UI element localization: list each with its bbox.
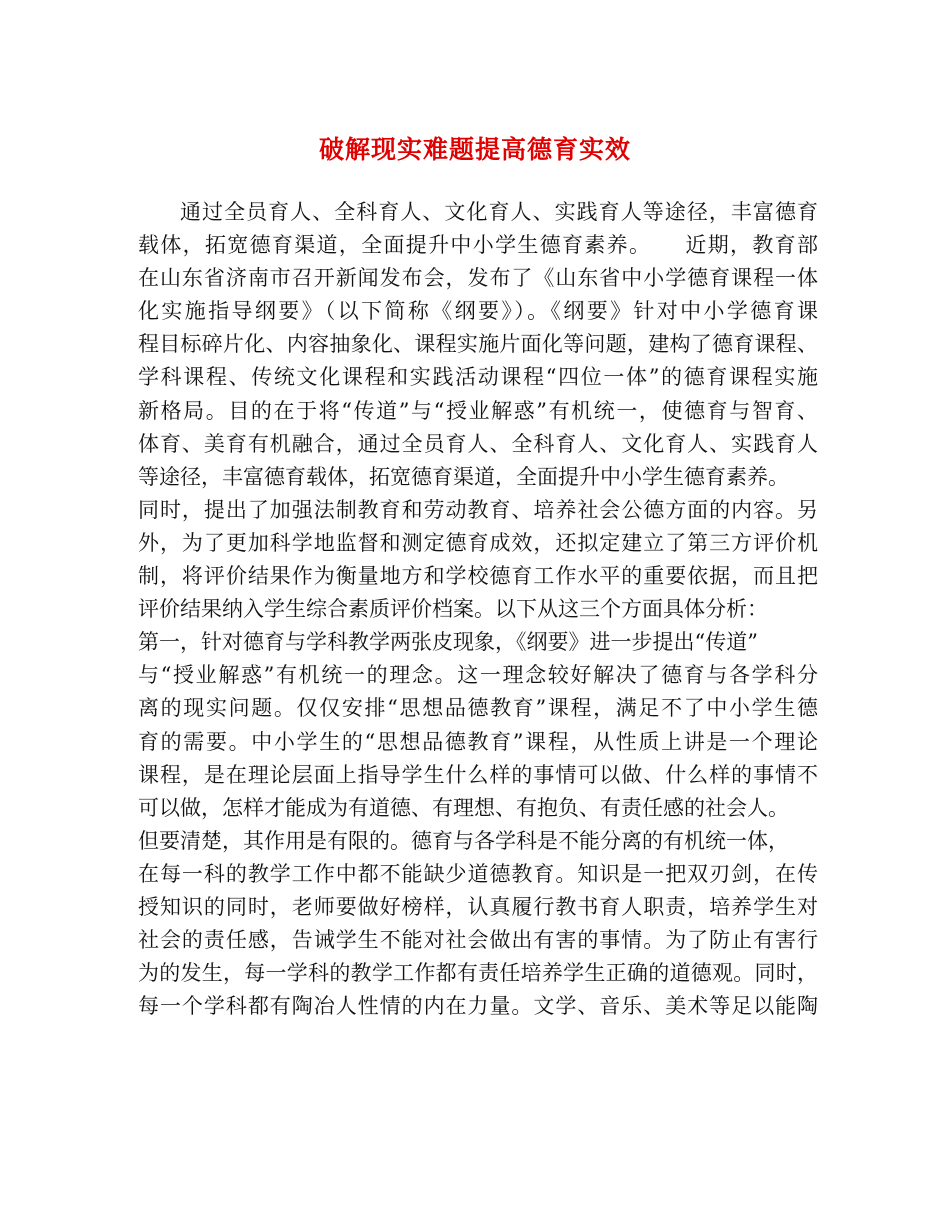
body-line: 离的现实问题。仅仅安排“思想品德教育”课程，满足不了中小学生德 xyxy=(138,696,818,721)
body-line: 在山东省济南市召开新闻发布会，发布了《山东省中小学德育课程一体 xyxy=(138,266,818,291)
body-line: 新格局。目的在于将“传道”与“授业解惑”有机统一，使德育与智育、 xyxy=(138,398,818,423)
body-line: 授知识的同时，老师要做好榜样，认真履行教书育人职责，培养学生对 xyxy=(138,894,818,919)
body-line: 社会的责任感，告诫学生不能对社会做出有害的事情。为了防止有害行 xyxy=(138,928,818,953)
body-line: 等途径，丰富德育载体，拓宽德育渠道，全面提升中小学生德育素养。 xyxy=(138,464,789,489)
body-line: 体育、美育有机融合，通过全员育人、全科育人、文化育人、实践育人 xyxy=(138,431,818,456)
body-line: 程目标碎片化、内容抽象化、课程实施片面化等问题，建构了德育课程、 xyxy=(138,332,818,357)
body-line: 化实施指导纲要》（以下简称《纲要》）。《纲要》针对中小学德育课 xyxy=(138,299,818,324)
body-line: 同时，提出了加强法制教育和劳动教育、培养社会公德方面的内容。另 xyxy=(138,497,818,522)
body-line: 育的需要。中小学生的“思想品德教育”课程，从性质上讲是一个理论 xyxy=(138,729,818,754)
body-line: 每一个学科都有陶冶人性情的内在力量。文学、音乐、美术等足以能陶 xyxy=(138,994,818,1019)
document-body xyxy=(138,196,818,1023)
body-line: 在每一科的教学工作中都不能缺少道德教育。知识是一把双刃剑，在传 xyxy=(138,861,818,886)
body-line: 通过全员育人、全科育人、文化育人、实践育人等途径，丰富德育 xyxy=(180,200,818,224)
body-line: 但要清楚，其作用是有限的。德育与各学科是不能分离的有机统一体， xyxy=(138,828,789,853)
body-line: 与“授业解惑”有机统一的理念。这一理念较好解决了德育与各学科分 xyxy=(138,663,818,688)
body-line: 学科课程、传统文化课程和实践活动课程“四位一体”的德育课程实施 xyxy=(138,365,818,390)
body-line: 第一，针对德育与学科教学两张皮现象，《纲要》进一步提出“传道” xyxy=(138,630,758,655)
body-line: 评价结果纳入学生综合素质评价档案。以下从这三个方面具体分析： xyxy=(138,597,768,622)
body-line: 载体，拓宽德育渠道，全面提升中小学生德育素养。 近期，教育部 xyxy=(138,233,818,258)
body-line: 制，将评价结果作为衡量地方和学校德育工作水平的重要依据，而且把 xyxy=(138,564,818,589)
document-title: 破解现实难题提高德育实效 xyxy=(318,135,631,164)
body-line: 可以做，怎样才能成为有道德、有理想、有抱负、有责任感的社会人。 xyxy=(138,795,789,820)
body-line: 为的发生，每一学科的教学工作都有责任培养学生正确的道德观。同时， xyxy=(138,961,818,986)
body-line: 课程，是在理论层面上指导学生什么样的事情可以做、什么样的事情不 xyxy=(138,762,818,787)
body-line: 外，为了更加科学地监督和测定德育成效，还拟定建立了第三方评价机 xyxy=(138,530,818,555)
